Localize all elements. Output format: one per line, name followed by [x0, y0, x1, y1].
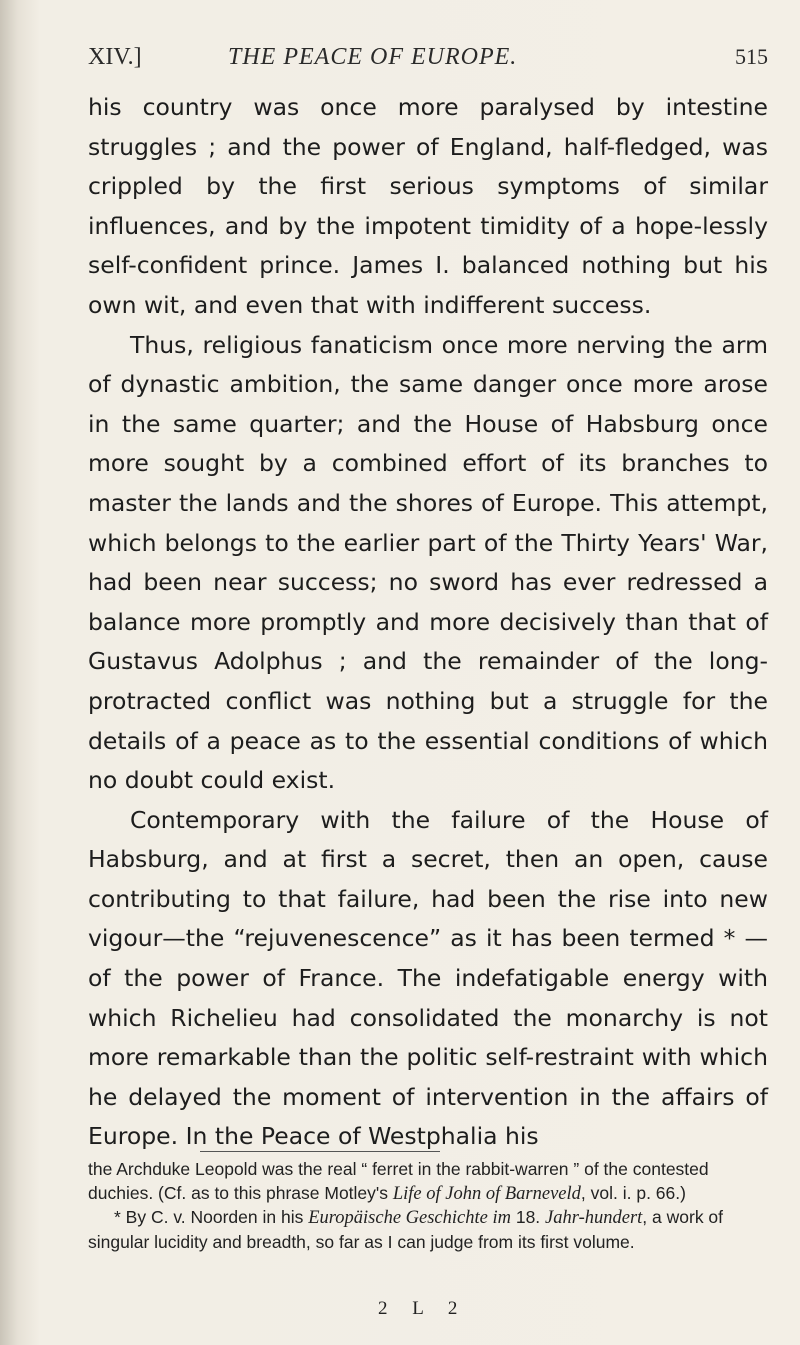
running-title: THE PEACE OF EUROPE.	[228, 44, 518, 70]
footnote-2-book-title: Europäische Geschichte im	[308, 1208, 511, 1228]
footnote-2-text-c: , a work of singular lucidity and breadth, so far as I can judge from its first volume.	[88, 1207, 724, 1252]
running-header	[88, 44, 768, 84]
footnote-1-text-a: the Archduke Leopold was the real “ ferret in the rabbit-warren ” of the contested duchies. (Cf. as to this phrase Motley's	[88, 1159, 709, 1203]
paragraph-2: Thus, religious fanaticism once more nerving the arm of dynastic ambition, the same danger once more arose in the same quarter; and the House of Habsburg once more sought by a combined effort of its branches to master the lands and the shores of Europe. This attempt, which belongs to the earlier part of the Thirty Years' War, had been near success; no sword has ever redressed a balance more promptly and more decisively than that of Gustavus Adolphus ; and the remainder of the long-protracted conflict was nothing but a struggle for the details of a peace as to the essential conditions of which no doubt could exist.	[88, 330, 768, 795]
paragraph-3: Contemporary with the failure of the House of Habsburg, and at first a secret, then an open, cause contributing to that failure, had been the rise into new vigour—the “rejuvenescence” as it has been termed * —of the power of France. The indefatigable energy with which Richelieu had consolidated the monarchy is not more remarkable than the politic self-restraint with which he delayed the moment of intervention in the affairs of Europe. In the Peace of Westphalia his	[88, 805, 768, 1151]
footnote-2-text-b: 18.	[510, 1207, 546, 1227]
footnotes	[88, 1158, 768, 1254]
footnote-divider	[200, 1151, 440, 1152]
page-number: 515	[735, 44, 768, 69]
footnote-2-text-a: * By C. v. Noorden in his	[114, 1207, 309, 1227]
footnote-asterisk	[88, 1206, 768, 1254]
chapter-number: XIV.]	[88, 44, 142, 70]
main-text	[88, 88, 768, 1157]
footnote-1-book-title: Life of John of Barneveld	[392, 1183, 581, 1204]
footnote-continued	[88, 1158, 768, 1206]
footnote-2-book-title-cont: Jahr-hundert	[545, 1208, 643, 1228]
paragraph-1: his country was once more paralysed by intestine struggles ; and the power of England, half-fledged, was crippled by the first serious symptoms of similar influences, and by the impotent timidity of a hope-lessly self-confident prince. James I. balanced nothing but his own wit, and even that with indifferent success.	[88, 93, 768, 319]
signature-mark: 2 L 2	[378, 1298, 468, 1319]
footnote-1-text-b: , vol. i. p. 66.)	[580, 1182, 686, 1203]
